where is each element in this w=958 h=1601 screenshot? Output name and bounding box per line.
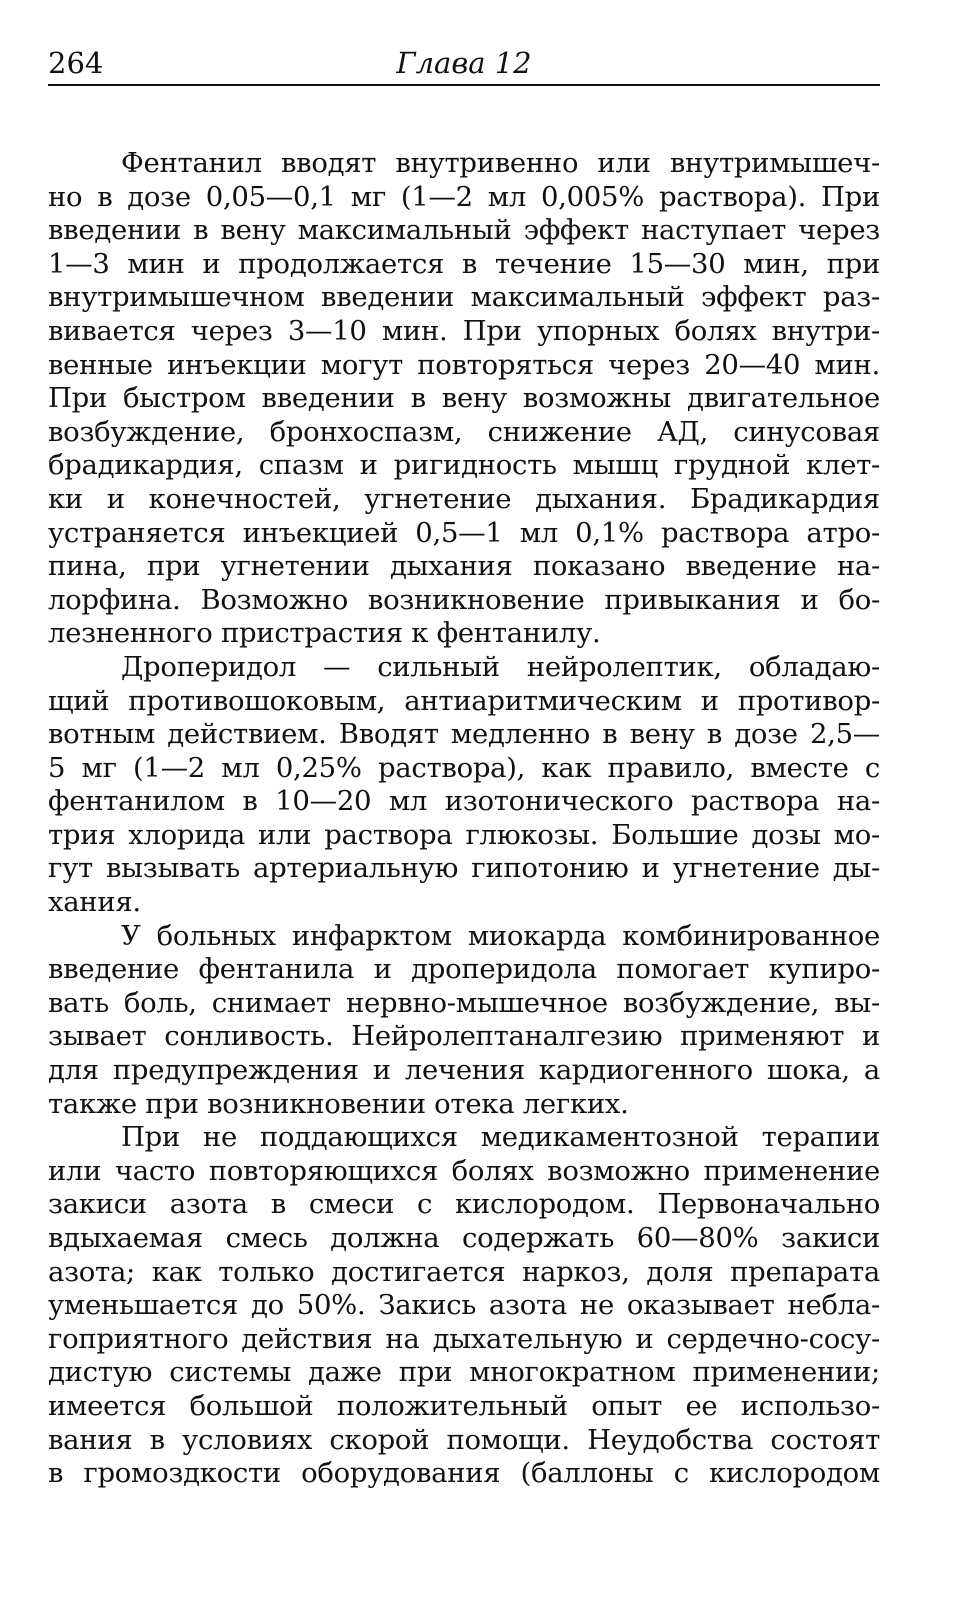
text-line: лезненного пристрастия к фентанилу. — [48, 617, 601, 650]
text-line: брадикардия, спазм и ригидность мышц грудной клет- — [48, 449, 880, 482]
text-line: щий противошоковым, антиаритмическим и противор- — [48, 684, 880, 717]
text-line: закиси азота в смеси с кислородом. Первоначально — [48, 1188, 880, 1221]
text-line: уменьшается до 50%. Закись азота не оказывает небла- — [48, 1289, 880, 1322]
text-line: хания. — [48, 886, 141, 919]
body-text — [48, 147, 880, 1491]
running-header — [48, 44, 880, 86]
text-line: имеется большой положительный опыт ее использо- — [48, 1389, 880, 1422]
text-line: азота; как только достигается наркоз, доля препарата — [48, 1255, 880, 1288]
paragraph — [48, 147, 880, 651]
text-line: или часто повторяющихся болях возможно применение — [48, 1154, 880, 1187]
text-line: Фентанил вводят внутривенно или внутримышеч- — [121, 147, 880, 179]
text-line: При не поддающихся медикаментозной терапии — [121, 1121, 880, 1154]
text-line: также при возникновении отека легких. — [48, 1087, 629, 1120]
text-line: гоприятного действия на дыхательную и сердечно-сосу- — [48, 1322, 880, 1355]
text-line: введении в вену максимальный эффект наступает через — [48, 214, 880, 247]
text-line: внутримышечном введении максимальный эффект раз- — [48, 281, 880, 314]
text-line: для предупреждения и лечения кардиогенного шока, а — [48, 1054, 880, 1087]
text-line: в громоздкости оборудования (баллоны с кислородом — [48, 1457, 880, 1490]
text-line: 5 мг (1—2 мл 0,25% раствора), как правило, вместе с — [48, 751, 880, 784]
text-line: зывает сонливость. Нейролептаналгезию применяют и — [48, 1020, 880, 1053]
text-line: возбуждение, бронхоспазм, снижение АД, синусовая — [48, 415, 880, 448]
paragraph — [48, 920, 880, 1122]
paragraph — [48, 651, 880, 920]
text-line: трия хлорида или раствора глюкозы. Большие дозы мо- — [48, 818, 880, 851]
text-line: вдыхаемая смесь должна содержать 60—80% закиси — [48, 1222, 880, 1254]
text-line: вотным действием. Вводят медленно в вену в дозе 2,5— — [48, 718, 880, 751]
text-line: фентанилом в 10—20 мл изотонического раствора на- — [48, 785, 880, 818]
text-line: венные инъекции могут повторяться через 20—40 мин. — [48, 348, 880, 381]
text-line: ки и конечностей, угнетение дыхания. Брадикардия — [48, 482, 880, 515]
text-line: устраняется инъекцией 0,5—1 мл 0,1% раствора атро- — [48, 516, 880, 549]
page-number: 264 — [48, 46, 104, 80]
text-line: вивается через 3—10 мин. При упорных болях внутри- — [48, 314, 880, 347]
text-line: вать боль, снимает нервно-мышечное возбуждение, вы- — [48, 986, 880, 1019]
text-line: 1—3 мин и продолжается в течение 15—30 мин, при — [48, 247, 880, 280]
text-line: вания в условиях скорой помощи. Неудобства состоят — [48, 1423, 880, 1456]
paragraph — [48, 1121, 880, 1491]
chapter-title: Глава 12 — [396, 46, 532, 80]
text-line: но в дозе 0,05—0,1 мг (1—2 мл 0,005% раствора). При — [48, 180, 880, 213]
text-line: дистую системы даже при многократном применении; — [48, 1356, 880, 1389]
text-line: лорфина. Возможно возникновение привыкания и бо- — [48, 583, 880, 616]
text-line: У больных инфарктом миокарда комбинированное — [121, 919, 880, 952]
text-line: пина, при угнетении дыхания показано введение на- — [48, 550, 880, 583]
text-line: гут вызывать артериальную гипотонию и угнетение ды- — [48, 852, 880, 885]
text-line: введение фентанила и дроперидола помогает купиро- — [48, 953, 880, 986]
text-line: Дроперидол — сильный нейролептик, обладаю- — [121, 650, 880, 683]
text-line: При быстром введении в вену возможны двигательное — [48, 382, 880, 415]
